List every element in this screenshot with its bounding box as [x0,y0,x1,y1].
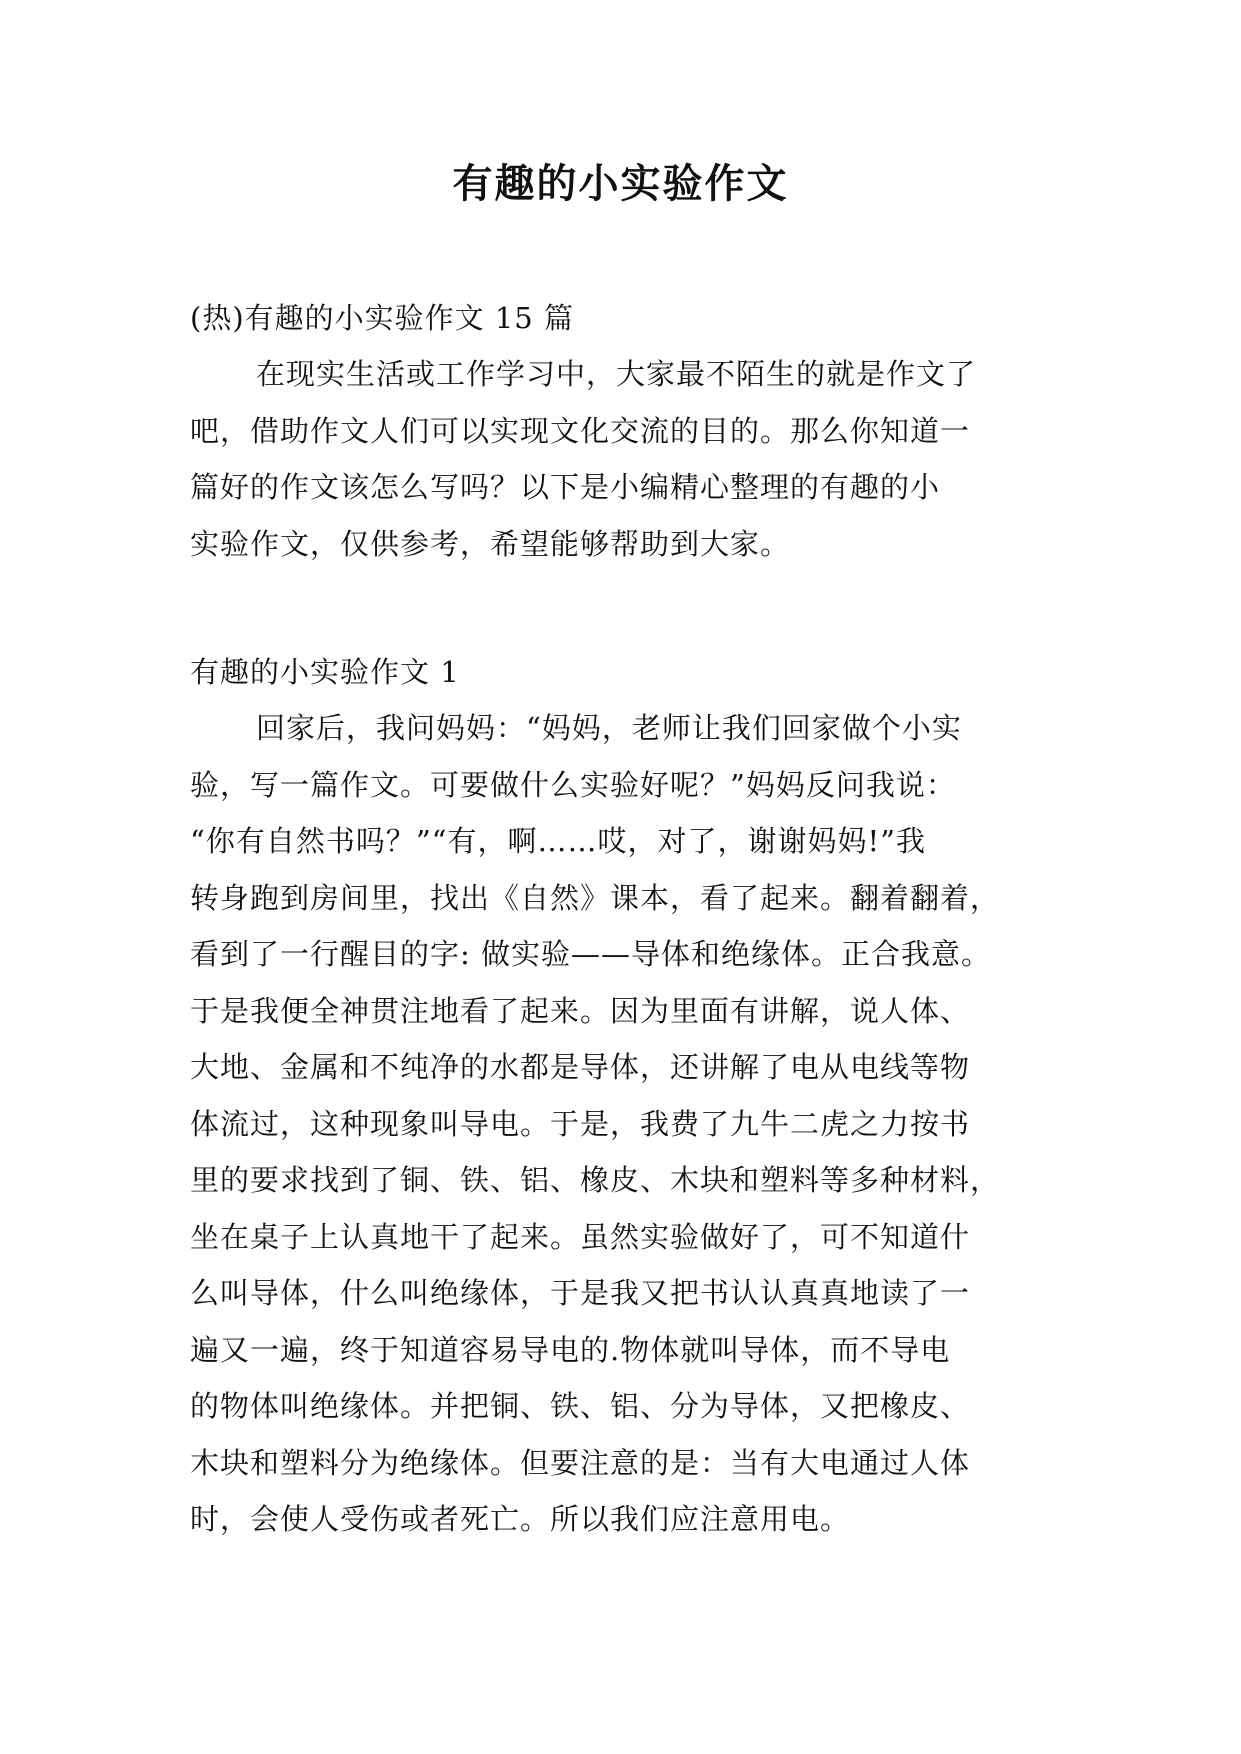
intro-paragraph [190,346,1052,572]
paragraph-line: 么叫导体，什么叫绝缘体，于是我又把书认认真真地读了一 [190,1276,971,1310]
paragraph-line: 大地、金属和不纯净的水都是导体，还讲解了电从电线等物 [190,1050,971,1084]
page-title: 有趣的小实验作文 [452,160,789,207]
paragraph-line: 转身跑到房间里，找出《自然》课本，看了起来。翻着翻着， [190,880,1001,915]
paragraph-line: 里的要求找到了铜、铁、铝、橡皮、木块和塑料等多种材料， [190,1163,1001,1197]
paragraph-line: 遍又一遍，终于知道容易导电的.物体就叫导体，而不导电 [190,1332,951,1367]
section-heading: 有趣的小实验作文 1 [190,655,460,689]
paragraph-line: 实验作文，仅供参考，希望能够帮助到大家。 [190,526,791,561]
paragraph-line: 于是我便全神贯注地看了起来。因为里面有讲解，说人体、 [190,993,971,1028]
paragraph-line: 吧，借助作文人们可以实现文化交流的目的。那么你知道一 [190,413,971,448]
paragraph-line: 坐在桌子上认真地干了起来。虽然实验做好了，可不知道什 [190,1219,971,1254]
paragraph-line: 验，写一篇作文。可要做什么实验好呢？”妈妈反问我说： [190,767,956,802]
intro-heading: (热)有趣的小实验作文 15 篇 [190,301,574,335]
paragraph-line: “你有自然书吗？”“有，啊……哎，对了，谢谢妈妈!”我 [190,824,926,858]
paragraph-line: 在现实生活或工作学习中，大家最不陌生的就是作文了 [256,357,977,391]
paragraph-line: 时，会使人受伤或者死亡。所以我们应注意用电。 [190,1502,851,1536]
paragraph-line: 回家后，我问妈妈：“妈妈，老师让我们回家做个小实 [256,711,962,745]
paragraph-line: 篇好的作文该怎么写吗？以下是小编精心整理的有趣的小 [190,470,941,504]
essay-paragraph [190,700,1052,1548]
paragraph-line: 的物体叫绝缘体。并把铜、铁、铝、分为导体，又把橡皮、 [190,1389,971,1423]
paragraph-line: 看到了一行醒目的字: 做实验——导体和绝缘体。正合我意。 [190,937,991,971]
paragraph-line: 木块和塑料分为绝缘体。但要注意的是：当有大电通过人体 [190,1445,971,1480]
paragraph-line: 体流过，这种现象叫导电。于是，我费了九牛二虎之力按书 [190,1106,971,1141]
